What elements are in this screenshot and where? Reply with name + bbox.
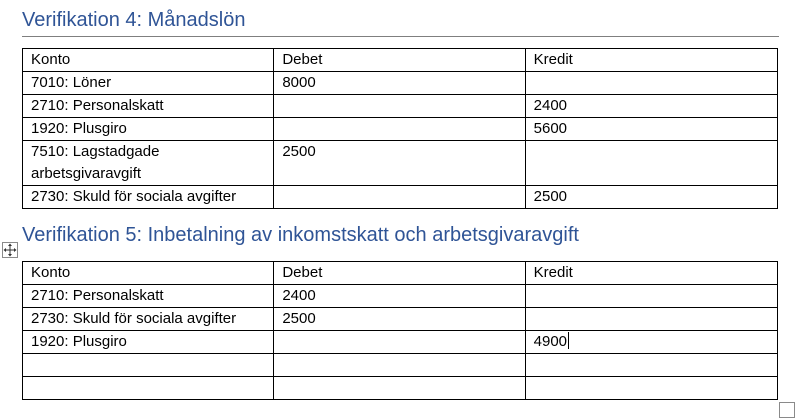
table-row [23,118,778,141]
table-row [23,308,778,331]
table-row [23,141,778,186]
table-verifikation-5[interactable] [22,261,778,400]
cell-kredit[interactable] [525,141,777,186]
cell-debet[interactable] [274,118,525,141]
table-header-row [23,49,778,72]
cell-debet[interactable]: 2500 [274,308,525,331]
cell-kredit[interactable]: 2400 [525,95,777,118]
cell-kredit-active[interactable] [525,331,777,354]
header-kredit[interactable]: Kredit [525,49,777,72]
cell-konto[interactable]: 1920: Plusgiro [23,118,274,141]
cell-konto[interactable]: 2730: Skuld för sociala avgifter [23,308,274,331]
cell-debet[interactable]: 8000 [274,72,525,95]
cell-kredit[interactable]: 2500 [525,186,777,209]
text-cursor [568,332,569,349]
cell-debet[interactable]: 2400 [274,285,525,308]
cell-kredit[interactable]: 5600 [525,118,777,141]
header-kredit[interactable]: Kredit [525,262,777,285]
heading-verifikation-4: Verifikation 4: Månadslön [22,9,246,31]
table-row [23,186,778,209]
cell-kredit[interactable] [525,72,777,95]
cell-kredit-value: 4900 [533,333,568,350]
cell-debet[interactable] [274,95,525,118]
cell-kredit[interactable] [525,377,777,400]
cell-debet[interactable] [274,354,525,377]
header-debet[interactable]: Debet [274,262,525,285]
table-row [23,285,778,308]
cell-konto[interactable]: 7010: Löner [23,72,274,95]
table-row [23,331,778,354]
table-move-icon-glyph [3,243,17,257]
cell-kredit[interactable] [525,285,777,308]
table-verifikation-4[interactable] [22,48,778,209]
heading-verifikation-5: Verifikation 5: Inbetalning av inkomstskatt och arbetsgivaravgift [22,224,579,246]
header-debet[interactable]: Debet [274,49,525,72]
table-header-row [23,262,778,285]
cell-konto[interactable]: 7510: Lagstadgade arbetsgivaravgift [23,141,274,186]
table-row [23,377,778,400]
cell-konto[interactable] [23,354,274,377]
cell-debet[interactable]: 2500 [274,141,525,186]
heading-underline [22,36,779,37]
cell-konto[interactable] [23,377,274,400]
cell-konto[interactable]: 1920: Plusgiro [23,331,274,354]
cell-debet[interactable] [274,377,525,400]
cell-debet[interactable] [274,186,525,209]
table-row [23,72,778,95]
table-row [23,95,778,118]
table-row [23,354,778,377]
header-konto[interactable]: Konto [23,49,274,72]
cell-konto[interactable]: 2730: Skuld för sociala avgifter [23,186,274,209]
cell-debet[interactable] [274,331,525,354]
cell-konto[interactable]: 2710: Personalskatt [23,95,274,118]
cell-kredit[interactable] [525,308,777,331]
cell-kredit[interactable] [525,354,777,377]
table-move-icon[interactable] [2,242,18,258]
table-resize-icon[interactable] [779,402,795,418]
cell-konto[interactable]: 2710: Personalskatt [23,285,274,308]
header-konto[interactable]: Konto [23,262,274,285]
